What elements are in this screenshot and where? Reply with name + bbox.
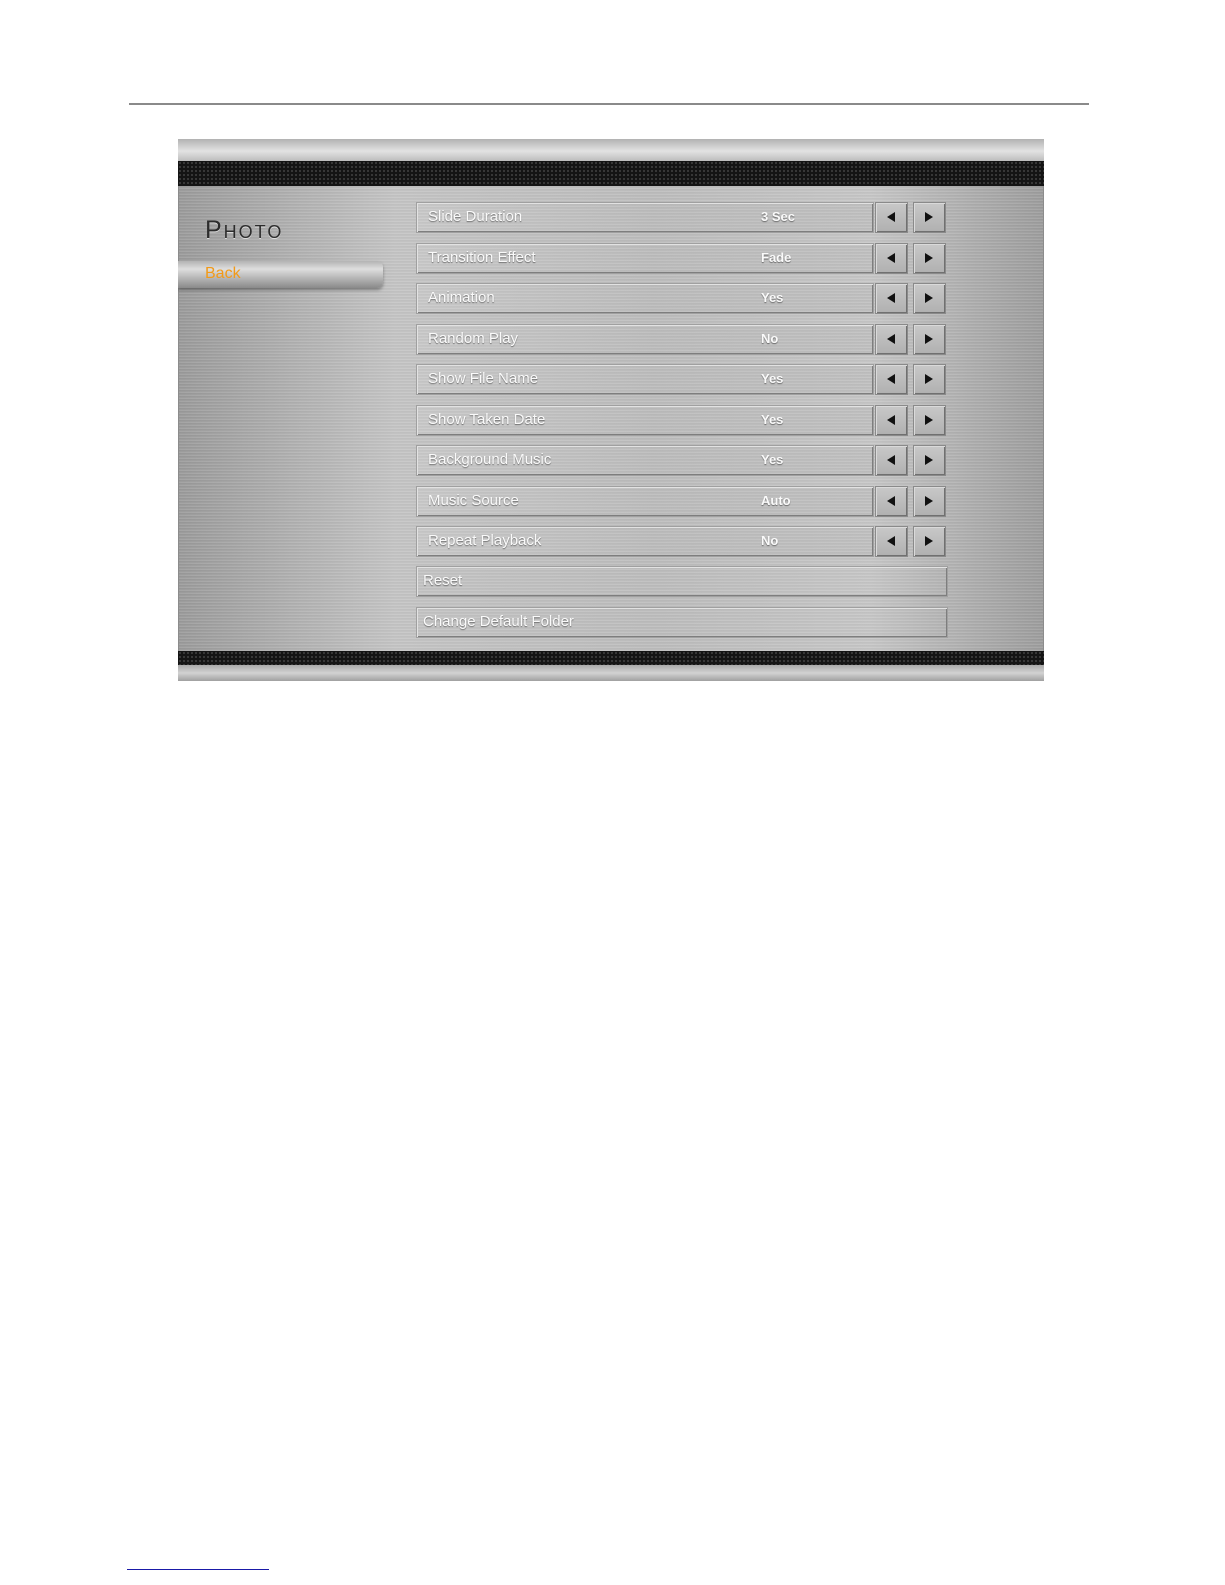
- setting-row-transition-effect[interactable]: [416, 243, 874, 274]
- triangle-left-icon: [885, 454, 897, 466]
- triangle-left-icon: [885, 292, 897, 304]
- next-button-show-taken-date[interactable]: [913, 405, 946, 436]
- back-button[interactable]: [178, 261, 383, 288]
- setting-value: No: [761, 533, 779, 548]
- photo-settings-screen: [178, 139, 1044, 681]
- next-button-show-file-name[interactable]: [913, 364, 946, 395]
- setting-row-show-file-name[interactable]: [416, 364, 874, 395]
- setting-label: Slide Duration: [428, 208, 523, 225]
- setting-label: Animation: [428, 289, 495, 306]
- triangle-left-icon: [885, 495, 897, 507]
- previous-button-transition-effect[interactable]: [875, 243, 908, 274]
- footer-link-underline: [127, 1569, 269, 1570]
- setting-row-slide-duration[interactable]: [416, 202, 874, 233]
- triangle-right-icon: [923, 373, 935, 385]
- previous-button-show-file-name[interactable]: [875, 364, 908, 395]
- setting-value: 3 Sec: [761, 209, 795, 224]
- setting-label: Repeat Playback: [428, 532, 542, 549]
- next-button-transition-effect[interactable]: [913, 243, 946, 274]
- setting-label: Background Music: [428, 451, 552, 468]
- back-button-label: Back: [205, 265, 241, 282]
- triangle-right-icon: [923, 292, 935, 304]
- previous-button-slide-duration[interactable]: [875, 202, 908, 233]
- setting-label: Transition Effect: [428, 249, 536, 266]
- setting-row-show-taken-date[interactable]: [416, 405, 874, 436]
- next-button-random-play[interactable]: [913, 324, 946, 355]
- triangle-right-icon: [923, 333, 935, 345]
- triangle-left-icon: [885, 333, 897, 345]
- setting-value: Yes: [761, 412, 784, 427]
- setting-value: Yes: [761, 452, 784, 467]
- setting-label: Random Play: [428, 330, 519, 347]
- next-button-repeat-playback[interactable]: [913, 526, 946, 557]
- setting-row-repeat-playback[interactable]: [416, 526, 874, 557]
- setting-value: No: [761, 331, 779, 346]
- triangle-right-icon: [923, 495, 935, 507]
- next-button-slide-duration[interactable]: [913, 202, 946, 233]
- triangle-left-icon: [885, 211, 897, 223]
- next-button-animation[interactable]: [913, 283, 946, 314]
- triangle-right-icon: [923, 454, 935, 466]
- previous-button-music-source[interactable]: [875, 486, 908, 517]
- previous-button-repeat-playback[interactable]: [875, 526, 908, 557]
- top-band: [178, 161, 1044, 186]
- triangle-right-icon: [923, 211, 935, 223]
- setting-row-background-music[interactable]: [416, 445, 874, 476]
- setting-value: Yes: [761, 290, 784, 305]
- triangle-left-icon: [885, 252, 897, 264]
- setting-value: Yes: [761, 371, 784, 386]
- setting-label: Show Taken Date: [428, 411, 546, 428]
- reset-button[interactable]: [416, 566, 948, 597]
- previous-button-background-music[interactable]: [875, 445, 908, 476]
- next-button-music-source[interactable]: [913, 486, 946, 517]
- change-default-folder-button[interactable]: [416, 607, 948, 638]
- change-default-folder-label: Change Default Folder: [423, 613, 574, 630]
- triangle-left-icon: [885, 414, 897, 426]
- triangle-right-icon: [923, 535, 935, 547]
- previous-button-show-taken-date[interactable]: [875, 405, 908, 436]
- previous-button-random-play[interactable]: [875, 324, 908, 355]
- triangle-left-icon: [885, 535, 897, 547]
- triangle-right-icon: [923, 414, 935, 426]
- setting-label: Show File Name: [428, 370, 539, 387]
- setting-row-music-source[interactable]: [416, 486, 874, 517]
- setting-label: Music Source: [428, 492, 519, 509]
- setting-value: Fade: [761, 250, 792, 265]
- reset-label: Reset: [423, 572, 463, 589]
- setting-row-animation[interactable]: [416, 283, 874, 314]
- triangle-right-icon: [923, 252, 935, 264]
- page-title: Photo: [205, 216, 284, 244]
- previous-button-animation[interactable]: [875, 283, 908, 314]
- bottom-band: [178, 651, 1044, 665]
- triangle-left-icon: [885, 373, 897, 385]
- setting-row-random-play[interactable]: [416, 324, 874, 355]
- next-button-background-music[interactable]: [913, 445, 946, 476]
- page-top-rule: [129, 103, 1089, 105]
- setting-value: Auto: [761, 493, 791, 508]
